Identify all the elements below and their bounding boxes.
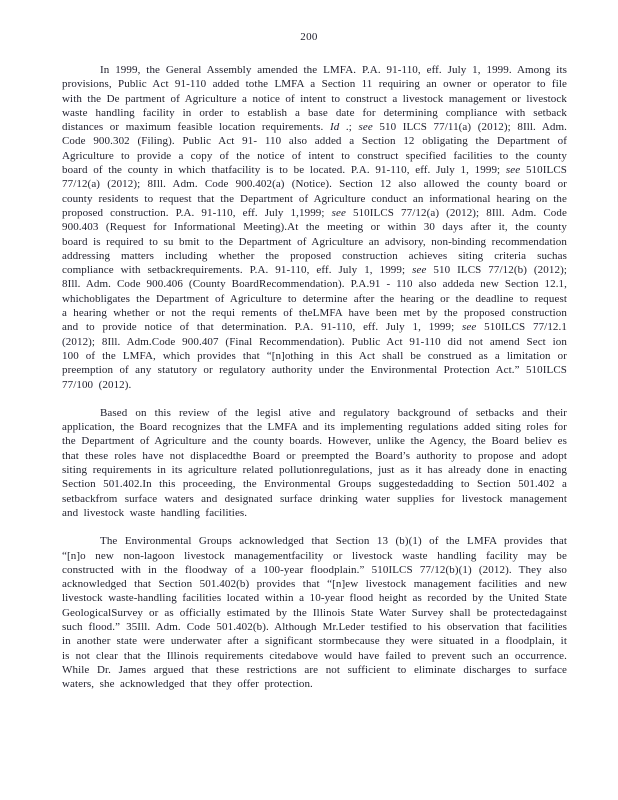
text-segment: 510 ILCS 77/11(a) (2012); 8Ill. Adm. Code 900.302 (Filing). Public Act 91- 110 also added a Section 12 obligating the Department of Agriculture to provide a copy of the notice of intent to construct specified facilities to the county board of the county in which thatfacility is to be located. P.A. 91-110, eff. July 1, 1999; [62, 121, 567, 177]
citation-signal: see [462, 321, 477, 334]
text-segment: The Environmental Groups acknowledged that Section 13 (b)(1) of the LMFA provides that “[n]o new non-lagoon livestock managementfacility or livestock waste handling facility may be constructed with in the floodway of a 100-year floodplain.” 510ILCS 77/12(b)(1) (2012). They also acknowledged that Section 501.402(b) provides that “[n]ew livestock management facilities and new livestock waste-handling facilities located within a 10-year flood height as recorded by the United State GeologicalSurvey or as officially estimated by the Illinois State Water Survey shall be protectedagainst such flood.” 35Ill. Adm. Code 501.402(b). Although Mr.Leder testified to his observation that facilities in another state were underwater after a significant stormbecause they were situated in a floodplain, it is not clear that the Illinois requirements citedabove would have failed to prevent such an occurrence. While Dr. James argued that these restrictions are not sufficient to eliminate discharges to surface waters, she acknowledged that they offer protection. [62, 535, 567, 691]
paragraph [62, 534, 567, 691]
text-segment: Based on this review of the legisl ative and regulatory background of setbacks and their application, the Board recognizes that the LMFA and its implementing regulations added siting roles for the Department of Agriculture and the county boards. However, unlike the Agency, the Board believ es that these roles have not displacedthe Board or preempted the Board’s authority to propose and adopt siting requirements in its agriculture related pollutionregulations, just as it has already done in enacting Section 501.402.In this proceeding, the Environmental Groups suggestedadding to Section 501.402 a setbackfrom surface waters and designated surface drinking water supplies for livestock management and livestock waste handling facilities. [62, 406, 567, 519]
citation-signal: Id [329, 121, 340, 134]
text-segment: In 1999, the General Assembly amended the LMFA. P.A. 91-110, eff. July 1, 1999. Among its provisions, Public Act 91-110 added tothe LMFA a Section 11 requiring an owner or operator to file with the De partment of Agriculture a notice of intent to construct a livestock management or livestock waste handling facility in order to establish a base date for determining compliance with setback distances or maximum feasible location requirements. [62, 64, 567, 134]
paragraph [62, 63, 567, 392]
text-segment: 510ILCS 77/12(a) (2012); 8Ill. Adm. Code 900.403 (Request for Informational Meeting).At the meeting or within 30 days after it, the county board is required to su bmit to the Department of Agriculture an advisory, non-binding recommendation addressing matters including whether the proposed construction achieves siting criteria suchas compliance with setbackrequirements. P.A. 91-110, eff. July 1, 1999; [62, 206, 567, 277]
citation-signal: see [331, 206, 346, 219]
paragraph [62, 406, 567, 520]
text-segment: 510ILCS 77/12(a) (2012); 8Ill. Adm. Code 900.402(a) (Notice). Section 12 also allowed the county board or county residents to request that the Department of Agriculture conduct an informational hearing on the proposed construction. P.A. 91-110, eff. July 1,1999; [62, 164, 567, 219]
citation-signal: see [358, 121, 373, 134]
text-segment: 510ILCS 77/12.1 (2012); 8Ill. Adm.Code 900.407 (Final Recommendation). Public Act 91-110 did not amend Sect ion 100 of the LMFA, which provides that “[n]othing in this Act shall be construed as a limitation or preemption of any statutory or regulatory authority under the Environmental Protection Act.” 510ILCS 77/100 (2012). [62, 321, 567, 391]
text-segment: .; [339, 121, 359, 134]
citation-signal: see [412, 264, 427, 277]
page-number: 200 [300, 31, 318, 43]
citation-signal: see [505, 164, 521, 177]
text-segment: 510 ILCS 77/12(b) (2012); 8Ill. Adm. Code 900.406 (County BoardRecommendation). P.A.91 - 110 also addeda new Section 12.1, whichobligates the Department of Agriculture to determine after the hearing or the deadline to request a hearing whether or not the requi rements of theLMFA have been met by the proposed construction and to provide notice of that determination. P.A. 91-110, eff. July 1, 1999; [62, 264, 567, 334]
document-body [62, 63, 567, 691]
page-header [0, 0, 618, 43]
